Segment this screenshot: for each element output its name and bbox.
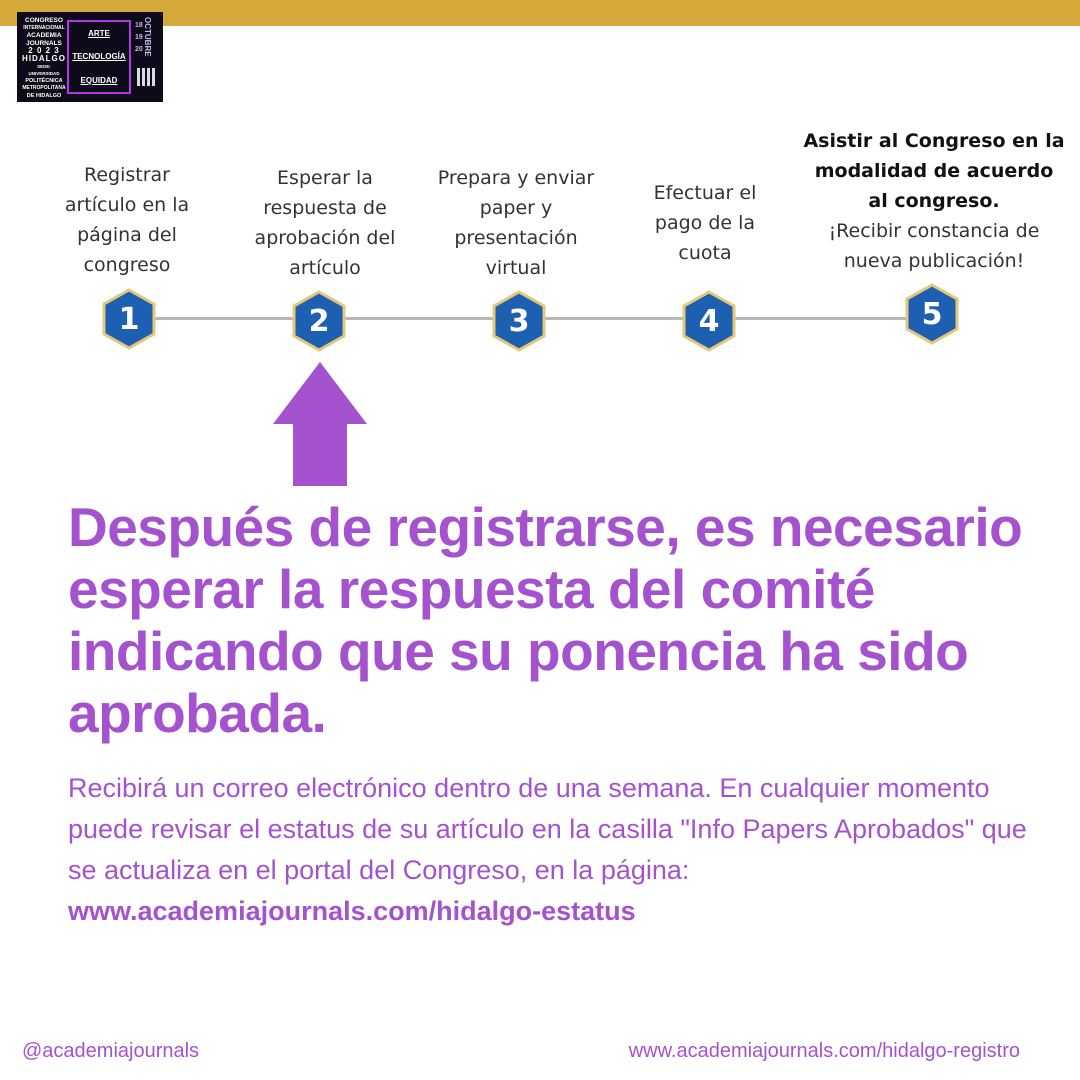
logo-month: OCTUBRE (143, 17, 152, 57)
body-paragraph: Recibirá un correo electrónico dentro de una semana. En cualquier momento puede revisar el estatus de su artículo en la casilla "Info Papers Aprobados" que se actualiza en el portal del Congreso, en la página: (68, 773, 1027, 885)
logo-left-text: CONGRESO INTERNACIONAL ACADEMIA JOURNALS 2 0 2 3 HIDALGO SEDE: UNIVERSIDAD POLITÉCNICA METROPOLITANA DE HIDALGO (22, 17, 66, 99)
step-2-hexagon: 2 (291, 290, 347, 352)
step-5-label: Asistir al Congreso en la modalidad de acuerdo al congreso. ¡Recibir constancia de nueva publicación! (803, 130, 1065, 272)
body-text (68, 768, 1038, 932)
step-1-hexagon: 1 (101, 288, 157, 350)
status-url-link[interactable]: www.academiajournals.com/hidalgo-estatus (68, 896, 636, 926)
qr-code-icon (137, 68, 155, 86)
step-2-label: Esperar la respuesta de aprobación del artículo (254, 167, 396, 279)
step-5-hexagon: 5 (904, 283, 960, 345)
logo-dates: 18 19 20 (135, 22, 143, 53)
step-4-label: Efectuar el pago de la cuota (653, 182, 757, 264)
step-3-hexagon: 3 (491, 290, 547, 352)
footer-url[interactable]: www.academiajournals.com/hidalgo-registro (628, 1040, 1020, 1062)
step-3-label: Prepara y enviar paper y presentación virtual (437, 167, 595, 279)
headline: Después de registrarse, es necesario esperar la respuesta del comité indicando que su ponencia ha sido aprobada. (68, 496, 1023, 744)
step-1-label: Registrar artículo en la página del congreso (64, 164, 190, 276)
footer-handle[interactable]: @academiajournals (22, 1040, 200, 1062)
step-4-hexagon: 4 (681, 290, 737, 352)
up-arrow-icon (273, 362, 367, 486)
congress-logo (17, 12, 163, 102)
logo-center-box: ARTE TECNOLOGÍA EQUIDAD (67, 20, 131, 94)
